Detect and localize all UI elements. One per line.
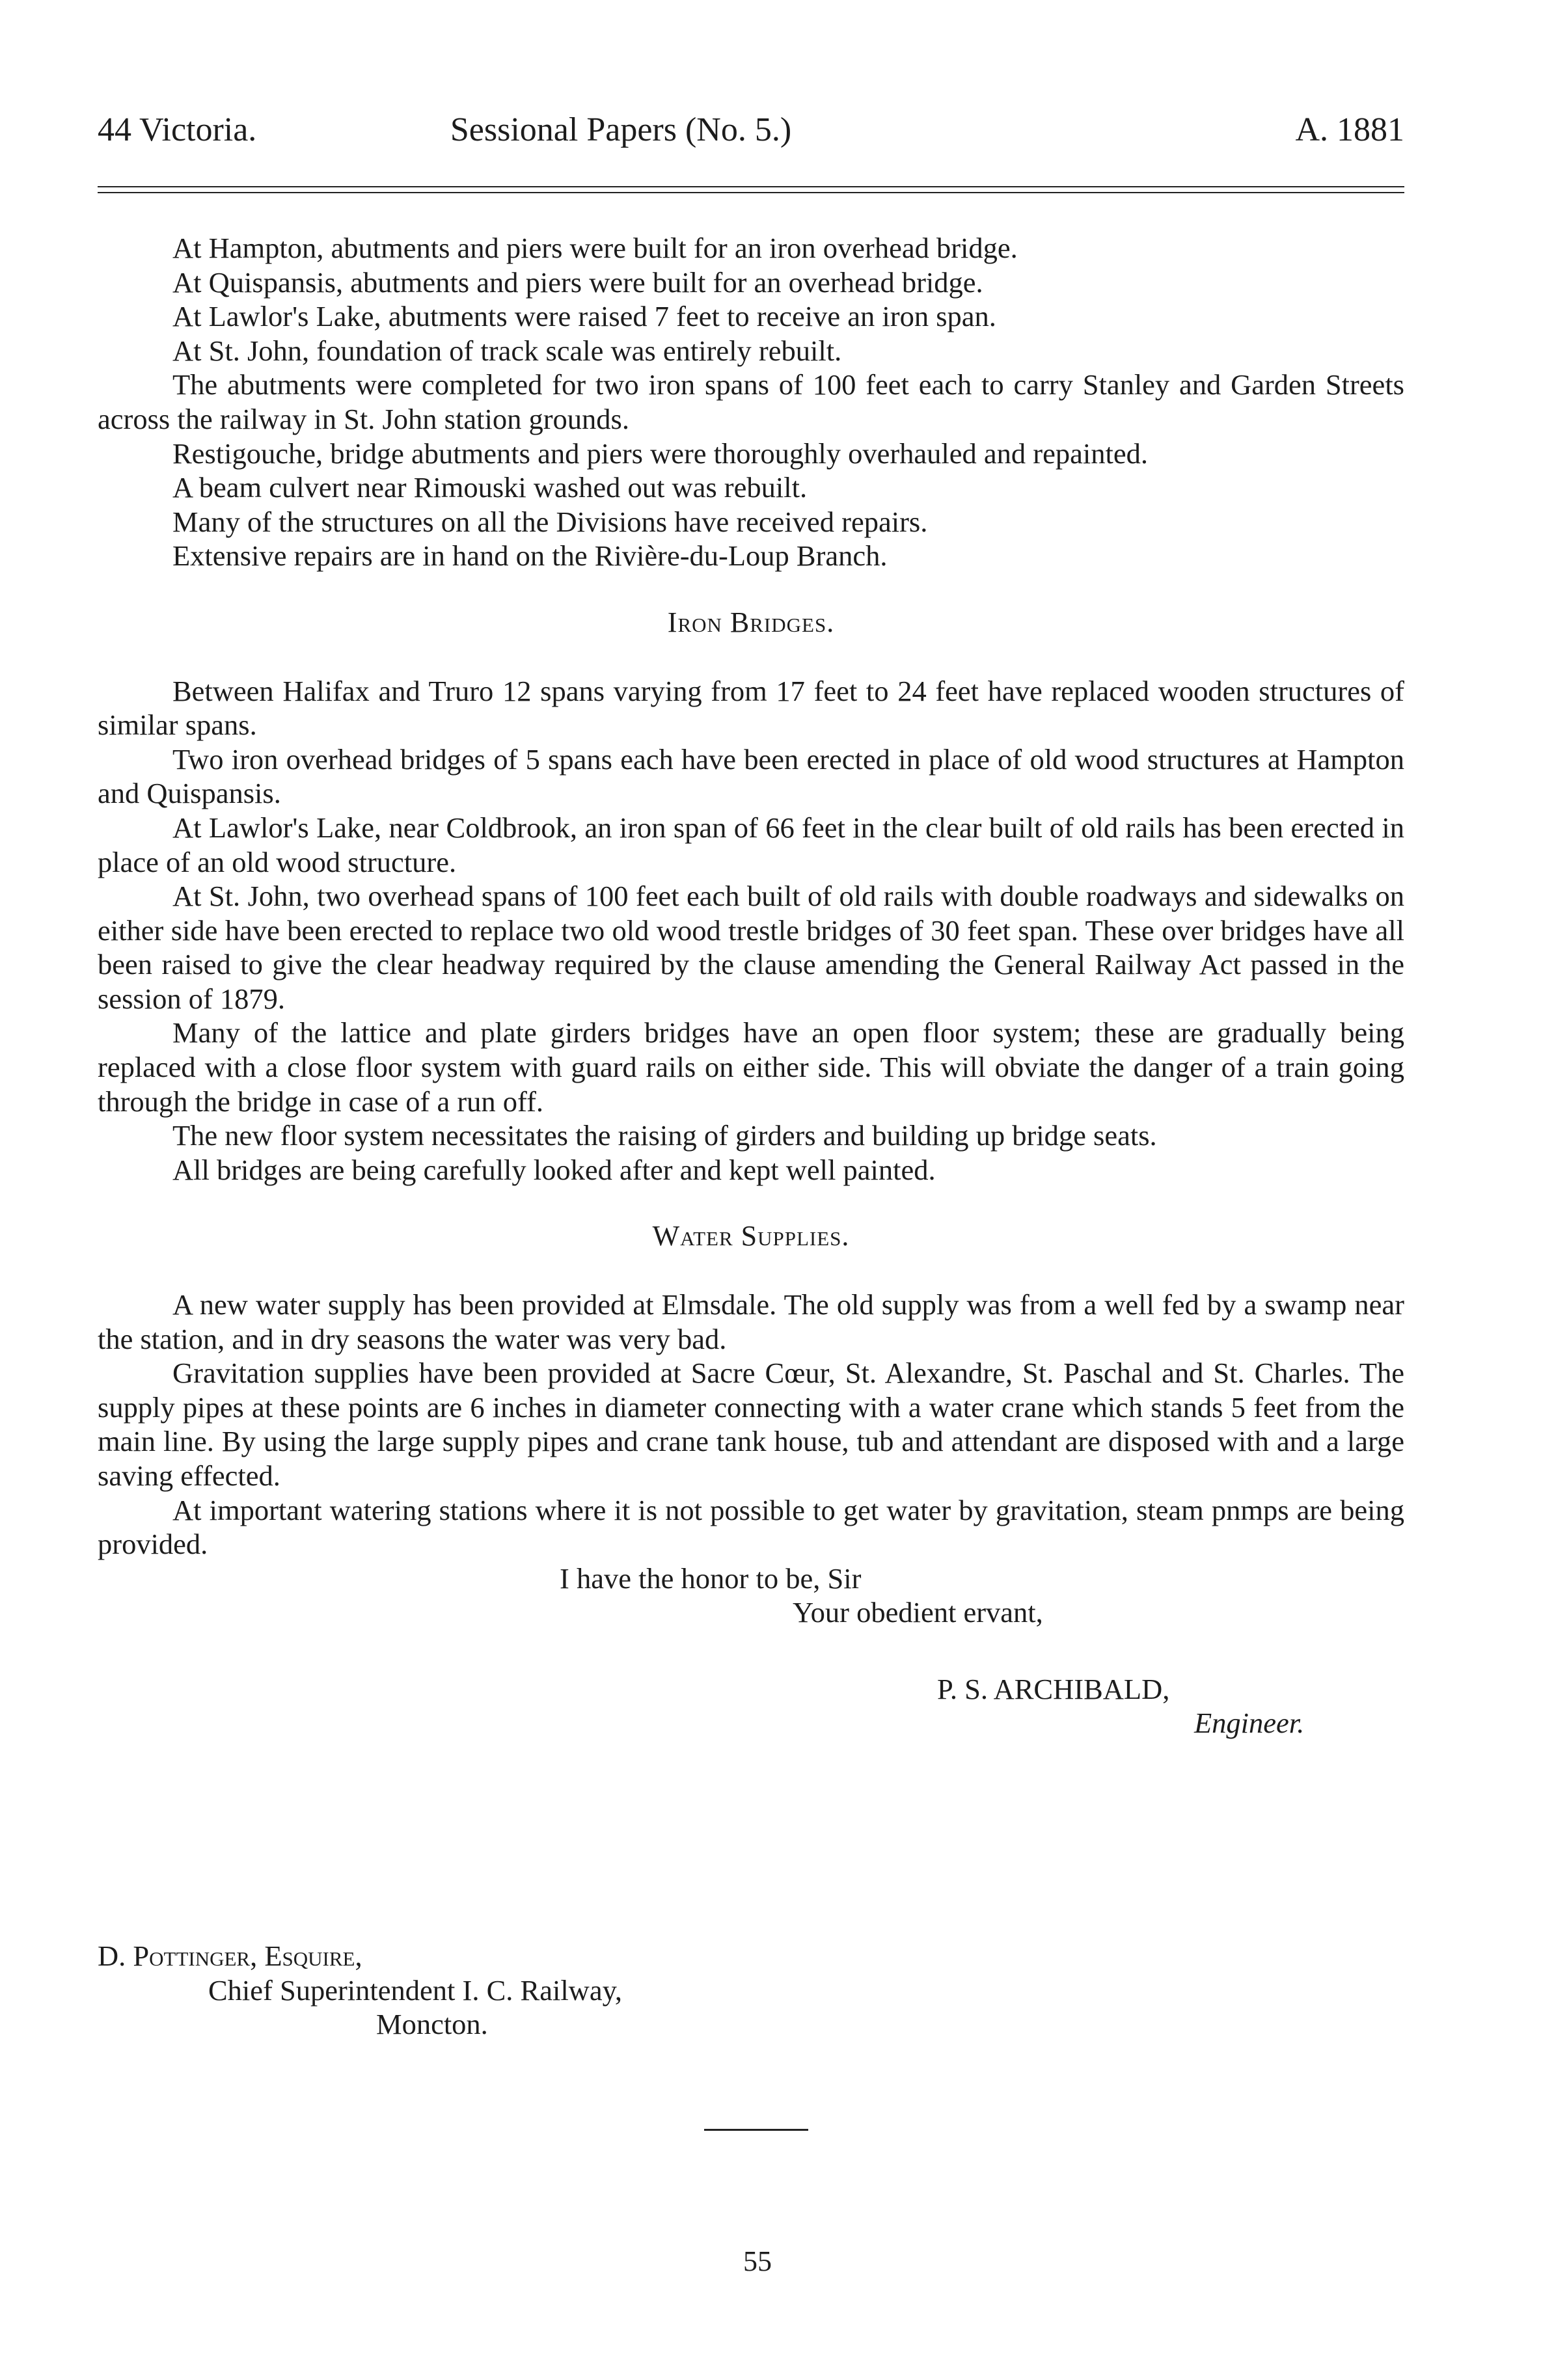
- closing-line-servant: Your obedient ervant,: [793, 1595, 1043, 1629]
- paragraph: Extensive repairs are in hand on the Rivière-du-Loup Branch.: [172, 539, 888, 573]
- paragraph: The abutments were completed for two iron spans of 100 feet each to carry Stanley and Garden Streets across the railway in St. John station grounds.: [98, 368, 1404, 435]
- paragraph: At Hampton, abutments and piers were built for an iron overhead bridge.: [172, 232, 1018, 264]
- recipient-name: D. Pottinger, Esquire,: [98, 1940, 362, 1972]
- signature-name: P. S. ARCHIBALD,: [937, 1672, 1170, 1705]
- signature-title: Engineer.: [1194, 1706, 1305, 1739]
- recipient-position: Chief Superintendent I. C. Railway,: [208, 1973, 623, 2007]
- header-year: A. 1881: [1295, 111, 1404, 148]
- paragraph: Restigouche, bridge abutments and piers were thoroughly overhauled and repainted.: [172, 437, 1148, 470]
- report-body: [98, 231, 1404, 1776]
- recipient-location: Moncton.: [376, 2008, 488, 2041]
- paragraph: At Lawlor's Lake, abutments were raised 7 feet to receive an iron span.: [172, 300, 996, 333]
- paragraph: At Lawlor's Lake, near Coldbrook, an iron span of 66 feet in the clear built of old rails has been erected in place of an old wood structure.: [98, 811, 1404, 878]
- page-number: 55: [743, 2245, 772, 2277]
- header-session: 44 Victoria.: [98, 111, 257, 148]
- paragraph: The new floor system necessitates the raising of girders and building up bridge seats.: [172, 1119, 1157, 1152]
- letter-closing: [98, 1562, 1404, 1776]
- paragraph: Many of the lattice and plate girders bridges have an open floor system; these are gradually being replaced with a close floor system with guard rails on either side. This will obviate the danger of a train going through the bridge in case of a run off.: [98, 1016, 1404, 1118]
- section-heading-iron-bridges: Iron Bridges.: [667, 606, 835, 638]
- paragraph: Two iron overhead bridges of 5 spans each have been erected in place of old wood structures at Hampton and Quispansis.: [98, 742, 1404, 810]
- paragraph: All bridges are being carefully looked after and kept well painted.: [172, 1153, 936, 1186]
- header-title: Sessional Papers (No. 5.): [450, 111, 792, 148]
- footer-rule: [704, 2129, 808, 2131]
- paragraph: At St. John, foundation of track scale was entirely rebuilt.: [172, 334, 842, 367]
- page-header: [98, 111, 1404, 156]
- paragraph: At St. John, two overhead spans of 100 feet each built of old rails with double roadways and sidewalks on either side have been erected to replace two old wood trestle bridges of 30 feet span. These over bridges have all been raised to give the clear headway required by the clause amending the General Railway Act passed in the session of 1879.: [98, 880, 1404, 1015]
- paragraph: Many of the structures on all the Divisions have received repairs.: [172, 505, 928, 538]
- section-heading-water-supplies: Water Supplies.: [652, 1220, 850, 1252]
- paragraph: At Quispansis, abutments and piers were built for an overhead bridge.: [172, 265, 983, 299]
- paragraph: Between Halifax and Truro 12 spans varying from 17 feet to 24 feet have replaced wooden structures of similar spans.: [98, 674, 1404, 742]
- paragraph: At important watering stations where it is not possible to get water by gravitation, steam pnmps are being provided.: [98, 1493, 1404, 1561]
- paragraph: A beam culvert near Rimouski washed out was rebuilt.: [172, 471, 808, 504]
- recipient-address: [98, 1939, 622, 2042]
- header-double-rule: [98, 186, 1404, 193]
- closing-line-honor: I have the honor to be, Sir: [560, 1562, 862, 1595]
- paragraph: Gravitation supplies have been provided at Sacre Cœur, St. Alexandre, St. Paschal and St. Charles. The supply pipes at these points are 6 inches in diameter connecting with a water crane which stands 5 feet from the main line. By using the large supply pipes and crane tank house, tub and attendant are disposed with and a large saving effected.: [98, 1357, 1404, 1492]
- paragraph: A new water supply has been provided at Elmsdale. The old supply was from a well fed by a swamp near the station, and in dry seasons the water was very bad.: [98, 1288, 1404, 1355]
